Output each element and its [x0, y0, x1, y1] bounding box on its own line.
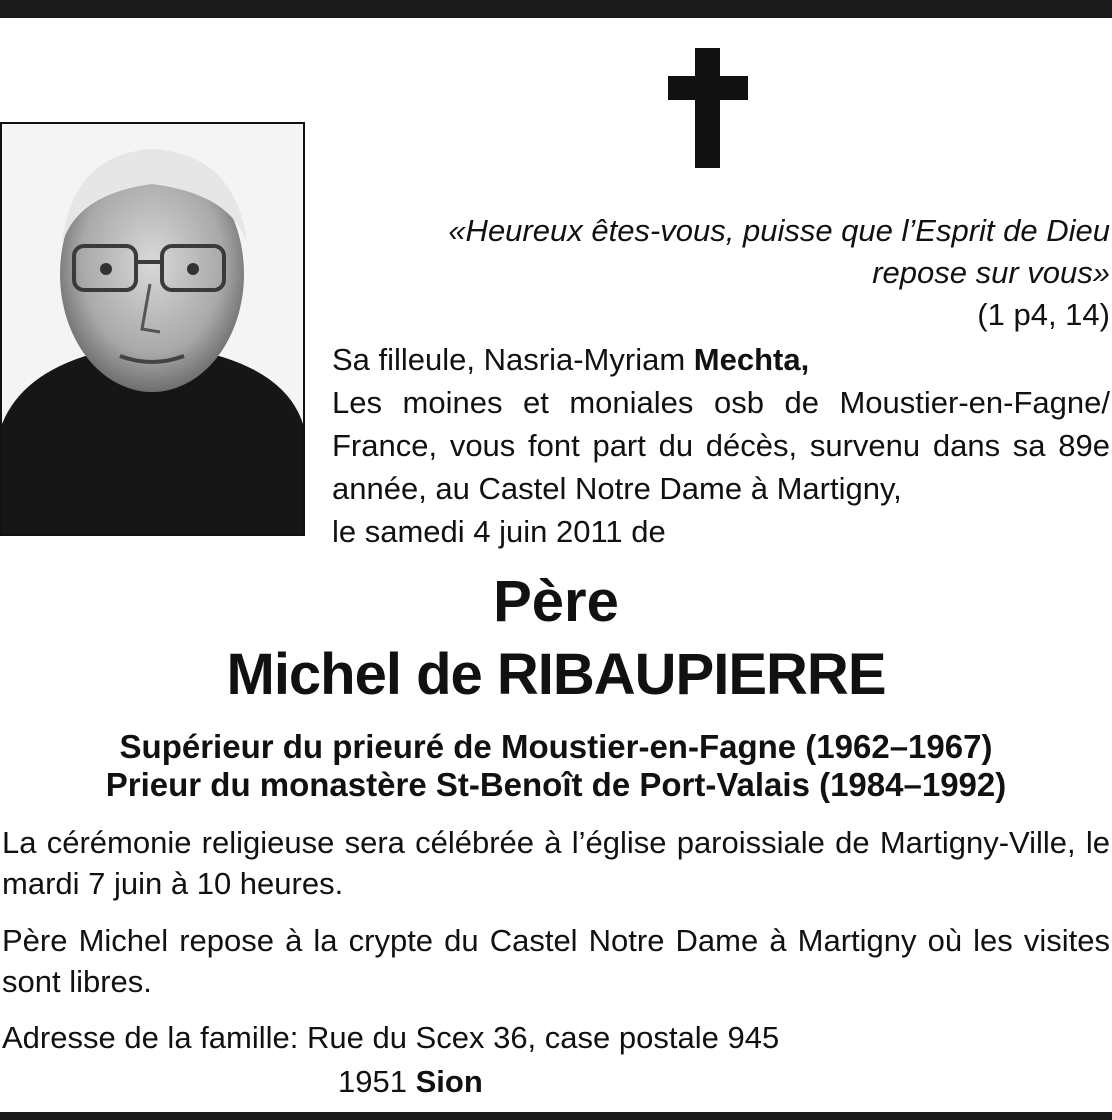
announcement-text: Les moines et moniales osb de Moustier-en-Fagne/ France, vous font part du décès, survenu dans sa 89e année, au Castel Notre Dame à Martigny, — [332, 385, 1110, 506]
visits-text: Père Michel repose à la crypte du Castel Notre Dame à Martigny où les visites sont libres. — [2, 923, 1110, 999]
roles — [0, 728, 1112, 804]
bottom-rule — [0, 1112, 1112, 1120]
portrait-photo — [0, 122, 305, 536]
family-address — [2, 1016, 779, 1104]
address-postcode: 1951 — [338, 1064, 407, 1099]
bible-quote — [330, 210, 1110, 336]
cross-icon — [668, 48, 748, 168]
deceased-title: Père — [493, 569, 619, 634]
address-street: Adresse de la famille: Rue du Scex 36, case postale 945 — [2, 1020, 780, 1055]
announcement-date: le samedi 4 juin 2011 de — [332, 514, 666, 549]
quote-line-1: «Heureux êtes-vous, puisse que l’Esprit de Dieu — [448, 213, 1110, 248]
goddaughter-name: Sa filleule, Nasria-Myriam — [332, 342, 686, 377]
goddaughter-surname: Mechta, — [693, 342, 810, 377]
role-line: Prieur du monastère St-Benoît de Port-Valais (1984–1992) — [105, 766, 1007, 803]
quote-reference: (1 p4, 14) — [977, 297, 1110, 332]
deceased-name: Michel de RIBAUPIERRE — [226, 642, 886, 707]
announcement — [332, 338, 1110, 553]
top-rule — [0, 0, 1112, 18]
quote-line-2: repose sur vous» — [872, 255, 1110, 290]
role-line: Supérieur du prieuré de Moustier-en-Fagne (1962–1967) — [119, 728, 993, 765]
address-city: Sion — [415, 1064, 483, 1099]
ceremony-text: La cérémonie religieuse sera célébrée à l’église paroissiale de Martigny-Ville, le mardi 7 juin à 10 heures. — [2, 825, 1110, 901]
